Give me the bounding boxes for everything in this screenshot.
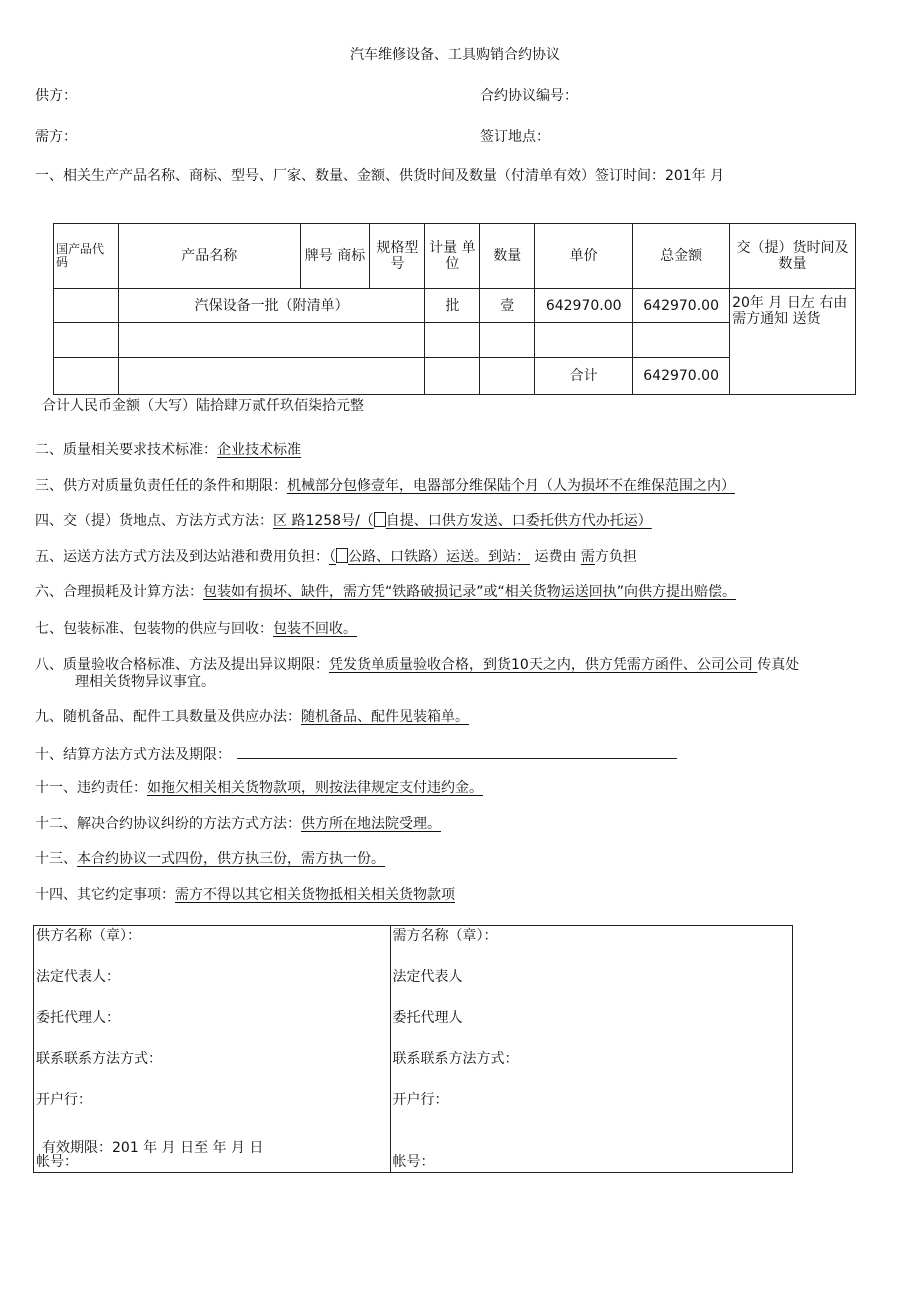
sign-left-contact: 联系联系方法方式：	[34, 1049, 391, 1090]
validity-period: 有效期限：201 年 月 日至 年 月 日	[42, 1140, 264, 1156]
signature-table	[33, 925, 793, 1173]
clause-9: 九、随机备品、配件工具数量及供应办法：随机备品、配件见装箱单。	[35, 709, 469, 725]
checkbox-road[interactable]	[336, 548, 348, 563]
sign-left-name: 供方名称（章）：	[34, 926, 391, 968]
clause-2: 二、质量相关要求技术标准：企业技术标准	[35, 442, 301, 458]
product-price: 642970.00	[535, 289, 633, 323]
clause-12: 十二、解决合约协议纠纷的方法方式方法：供方所在地法院受理。	[35, 816, 441, 832]
header-name: 产品名称	[118, 224, 300, 289]
clause-1: 一、相关生产产品名称、商标、型号、厂家、数量、金额、供货时间及数量（付清单有效）签订时间：201年 月	[35, 168, 725, 184]
header-code: 国产品代码	[54, 224, 119, 289]
table-header-row	[54, 224, 856, 289]
sign-right-agent: 委托代理人	[392, 1010, 463, 1026]
product-unit: 批	[425, 289, 480, 323]
clause-11: 十一、违约责任：如拖欠相关相关货物款项，则按法律规定支付违约金。	[35, 780, 483, 796]
product-name: 汽保设备一批（附清单）	[118, 289, 424, 323]
clause-14: 十四、其它约定事项：需方不得以其它相关货物抵相关相关货物款项	[35, 887, 455, 903]
supplier-label: 供方：	[35, 88, 77, 104]
sign-right-rep: 法定代表人	[392, 969, 463, 985]
clause-7: 七、包装标准、包装物的供应与回收：包装不回收。	[35, 621, 357, 637]
header-delivery: 交（提）货时间及数量	[730, 224, 856, 289]
clause-5: 五、运送方法方式方法及到达站港和费用负担：（ 公路、口铁路）运送。到站： 运费由 需方负担	[35, 549, 637, 565]
doc-title: 汽车维修设备、工具购销合约协议	[350, 47, 560, 63]
product-qty: 壹	[480, 289, 535, 323]
product-total: 642970.00	[633, 289, 730, 323]
sign-left-account: 帐号：	[34, 1131, 391, 1173]
clause-10: 十、结算方法方式方法及期限：	[35, 744, 677, 764]
amount-in-words: 合计人民币金额（大写）陆拾肆万贰仟玖佰柒拾元整	[42, 398, 364, 414]
product-table	[53, 223, 856, 395]
sign-right-name: 需方名称（章）：	[392, 928, 498, 944]
sign-right-account: 帐号：	[392, 1154, 435, 1170]
total-label: 合计	[535, 358, 633, 395]
header-total: 总金额	[633, 224, 730, 289]
clause-4: 四、交（提）货地点、方法方式方法：区 路1258号/（ 自提、口供方发送、口委托供方代办托运）	[35, 513, 652, 529]
header-qty: 数量	[480, 224, 535, 289]
table-row	[54, 289, 856, 323]
sign-left-agent: 委托代理人：	[34, 1008, 391, 1049]
delivery-info: 20年 月 日左 右由需方通知 送货	[730, 289, 856, 395]
sign-left-rep: 法定代表人：	[34, 967, 391, 1008]
contract-no-label: 合约协议编号：	[480, 88, 578, 104]
header-price: 单价	[535, 224, 633, 289]
sign-right-bank: 开户行：	[392, 1092, 449, 1108]
sign-left-bank: 开户行：	[34, 1090, 391, 1131]
checkbox-self-pickup[interactable]	[374, 512, 386, 527]
total-value: 642970.00	[633, 358, 730, 395]
header-spec: 规格型号	[370, 224, 425, 289]
clause-3: 三、供方对质量负责任任的条件和期限：机械部分包修壹年，电器部分维保陆个月（人为损坏不在维保范围之内）	[35, 478, 735, 494]
sign-right-contact: 联系联系方法方式：	[392, 1051, 519, 1067]
clause-6: 六、合理损耗及计算方法：包装如有损坏、缺件，需方凭“铁路破损记录”或“相关货物运送回执”向供方提出赔偿。	[35, 584, 737, 600]
sign-place-label: 签订地点：	[480, 129, 550, 145]
header-unit: 计量 单位	[425, 224, 480, 289]
clause-8: 八、质量验收合格标准、方法及提出异议期限：凭发货单质量验收合格，到货10天之内，供方凭需方函件、公司公司 传真处	[35, 657, 800, 673]
buyer-label: 需方：	[35, 129, 77, 145]
header-brand: 牌号 商标	[300, 224, 370, 289]
clause-8-line2: 理相关货物异议事宜。	[75, 674, 215, 690]
clause-13: 十三、本合约协议一式四份，供方执三份，需方执一份。	[35, 851, 385, 867]
